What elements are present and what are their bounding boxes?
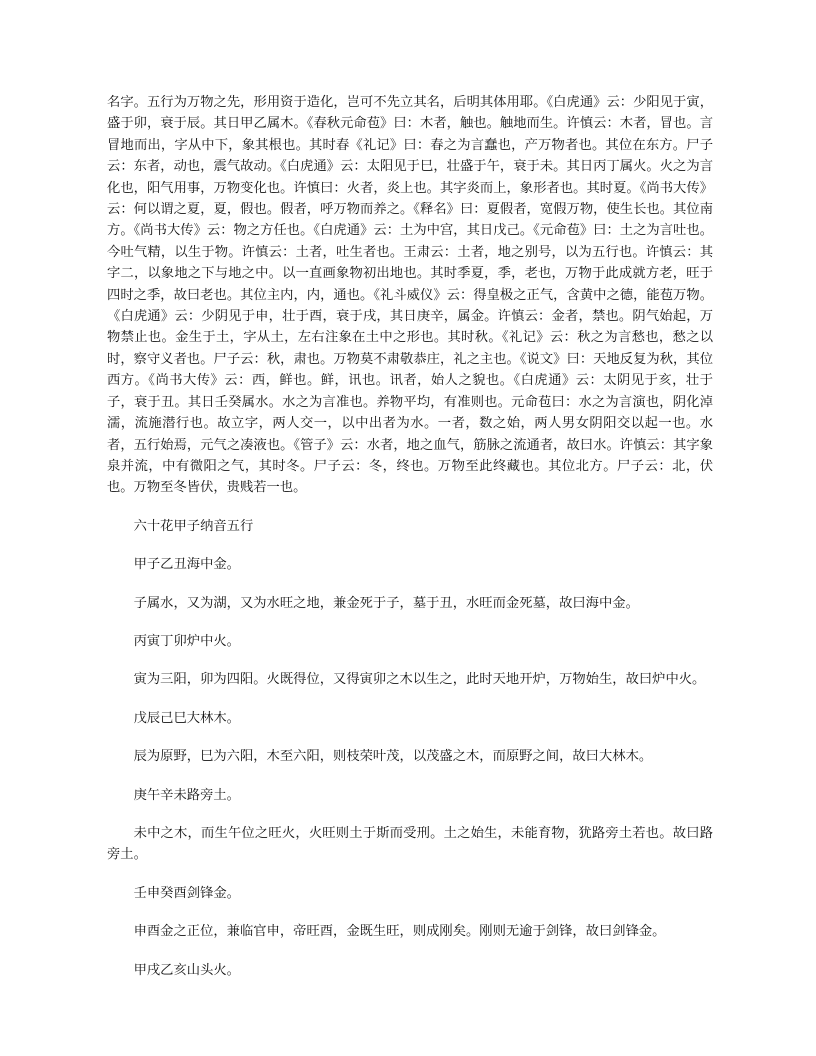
nayin-desc-haizhongjin: 子属水，又为湖，又为水旺之地，兼金死于子，墓于丑，水旺而金死墓，故曰海中金。 (133, 595, 639, 611)
nayin-title-jianfengjin: 壬申癸酉剑锋金。 (133, 885, 240, 901)
nayin-title-shantouhuo: 甲戌乙亥山头火。 (133, 962, 240, 978)
nayin-desc-luzhonghuo: 寅为三阳，卯为四阳。火既得位，又得寅卯之木以生之，此时天地开炉，万物始生，故曰炉中火。 (133, 672, 706, 688)
nayin-title-lupangtu: 庚午辛未路旁土。 (133, 787, 240, 803)
nayin-desc-jianfengjin: 申酉金之正位，兼临官申，帝旺酉，金既生旺，则成刚矣。刚则无逾于剑锋，故曰剑锋金。 (133, 924, 666, 940)
body-paragraph-five-elements: 名字。五行为万物之先，形用资于造化，岂可不先立其名，后明其体用耶。《白虎通》云：少阳见于寅，盛于卯，衰于辰。其日甲乙属木。《春秋元命苞》曰：木者，触也。触地而生。许慎云：木者，冒也。言冒地而出，字从中下，象其根也。其时春《礼记》曰：春之为言蠢也，产万物者也。其位在东方。尸子云：东者，动也，震气故动。《白虎通》云：太阳见于巳，壮盛于午，衰于未。其日丙丁属火。火之为言化也，阳气用事，万物变化也。许慎曰：火者，炎上也。其字炎而上，象形者也。其时夏。《尚书大传》云：何以谓之夏，夏，假也。假者，呼万物而养之。《释名》曰：夏假者，宽假万物，使生长也。其位南方。《尚书大传》云：物之方任也。《白虎通》云：土为中宫，其日戊己。《元命苞》曰：土之为言吐也。今吐气精，以生于物。许慎云：土者，吐生者也。王肃云：土者，地之别号，以为五行也。许慎云：其字二，以象地之下与地之中。以一直画象物初出地也。其时季夏，季，老也，万物于此成就方老，旺于四时之季，故曰老也。其位主内，内，通也。《礼斗威仪》云：得皇极之正气，含黄中之德，能苞万物。《白虎通》云：少阴见于申，壮于酉，衰于戌，其日庚辛，属金。许慎云：金者，禁也。阴气始起，万物禁止也。金生于土，字从土，左右注象在土中之形也。其时秋。《礼记》云：秋之为言愁也，愁之以时，察守义者也。尸子云：秋，肃也。万物莫不肃敬恭庄，礼之主也。《说文》曰：天地反复为秋，其位西方。《尚书大传》云：西，鲜也。鲜，讯也。讯者，始人之貌也。《白虎通》云：太阴见于亥，壮于子，衰于丑。其日壬癸属水。水之为言准也。养物平均，有准则也。元命苞曰：水之为言演也，阴化淖濡，流施潜行也。故立字，两人交一，以中出者为水。一者，数之始，两人男女阴阳交以起一也。水者，五行始焉，元气之凑液也。《管子》云：水者，地之血气，筋脉之流通者，故曰水。许慎云：其字象泉并流，中有微阳之气，其时冬。尸子云：冬，终也。万物至此终藏也。其位北方。尸子云：北，伏也。万物至冬皆伏，贵贱若一也。 (107, 95, 713, 496)
nayin-title-luzhonghuo: 丙寅丁卯炉中火。 (133, 633, 240, 649)
nayin-title-dalinmu: 戊辰己巳大林木。 (133, 710, 240, 726)
nayin-desc-dalinmu: 辰为原野，巳为六阳，木至六阳，则枝荣叶茂，以茂盛之木，而原野之间，故曰大林木。 (133, 749, 653, 765)
document-page (107, 92, 713, 981)
nayin-desc-lupangtu: 未中之木，而生午位之旺火，火旺则土于斯而受刑。土之始生，未能育物，犹路旁土若也。故曰路旁土。 (107, 825, 713, 863)
nayin-title-haizhongjin: 甲子乙丑海中金。 (133, 557, 240, 573)
section-heading-nayin: 六十花甲子纳音五行 (133, 518, 254, 534)
